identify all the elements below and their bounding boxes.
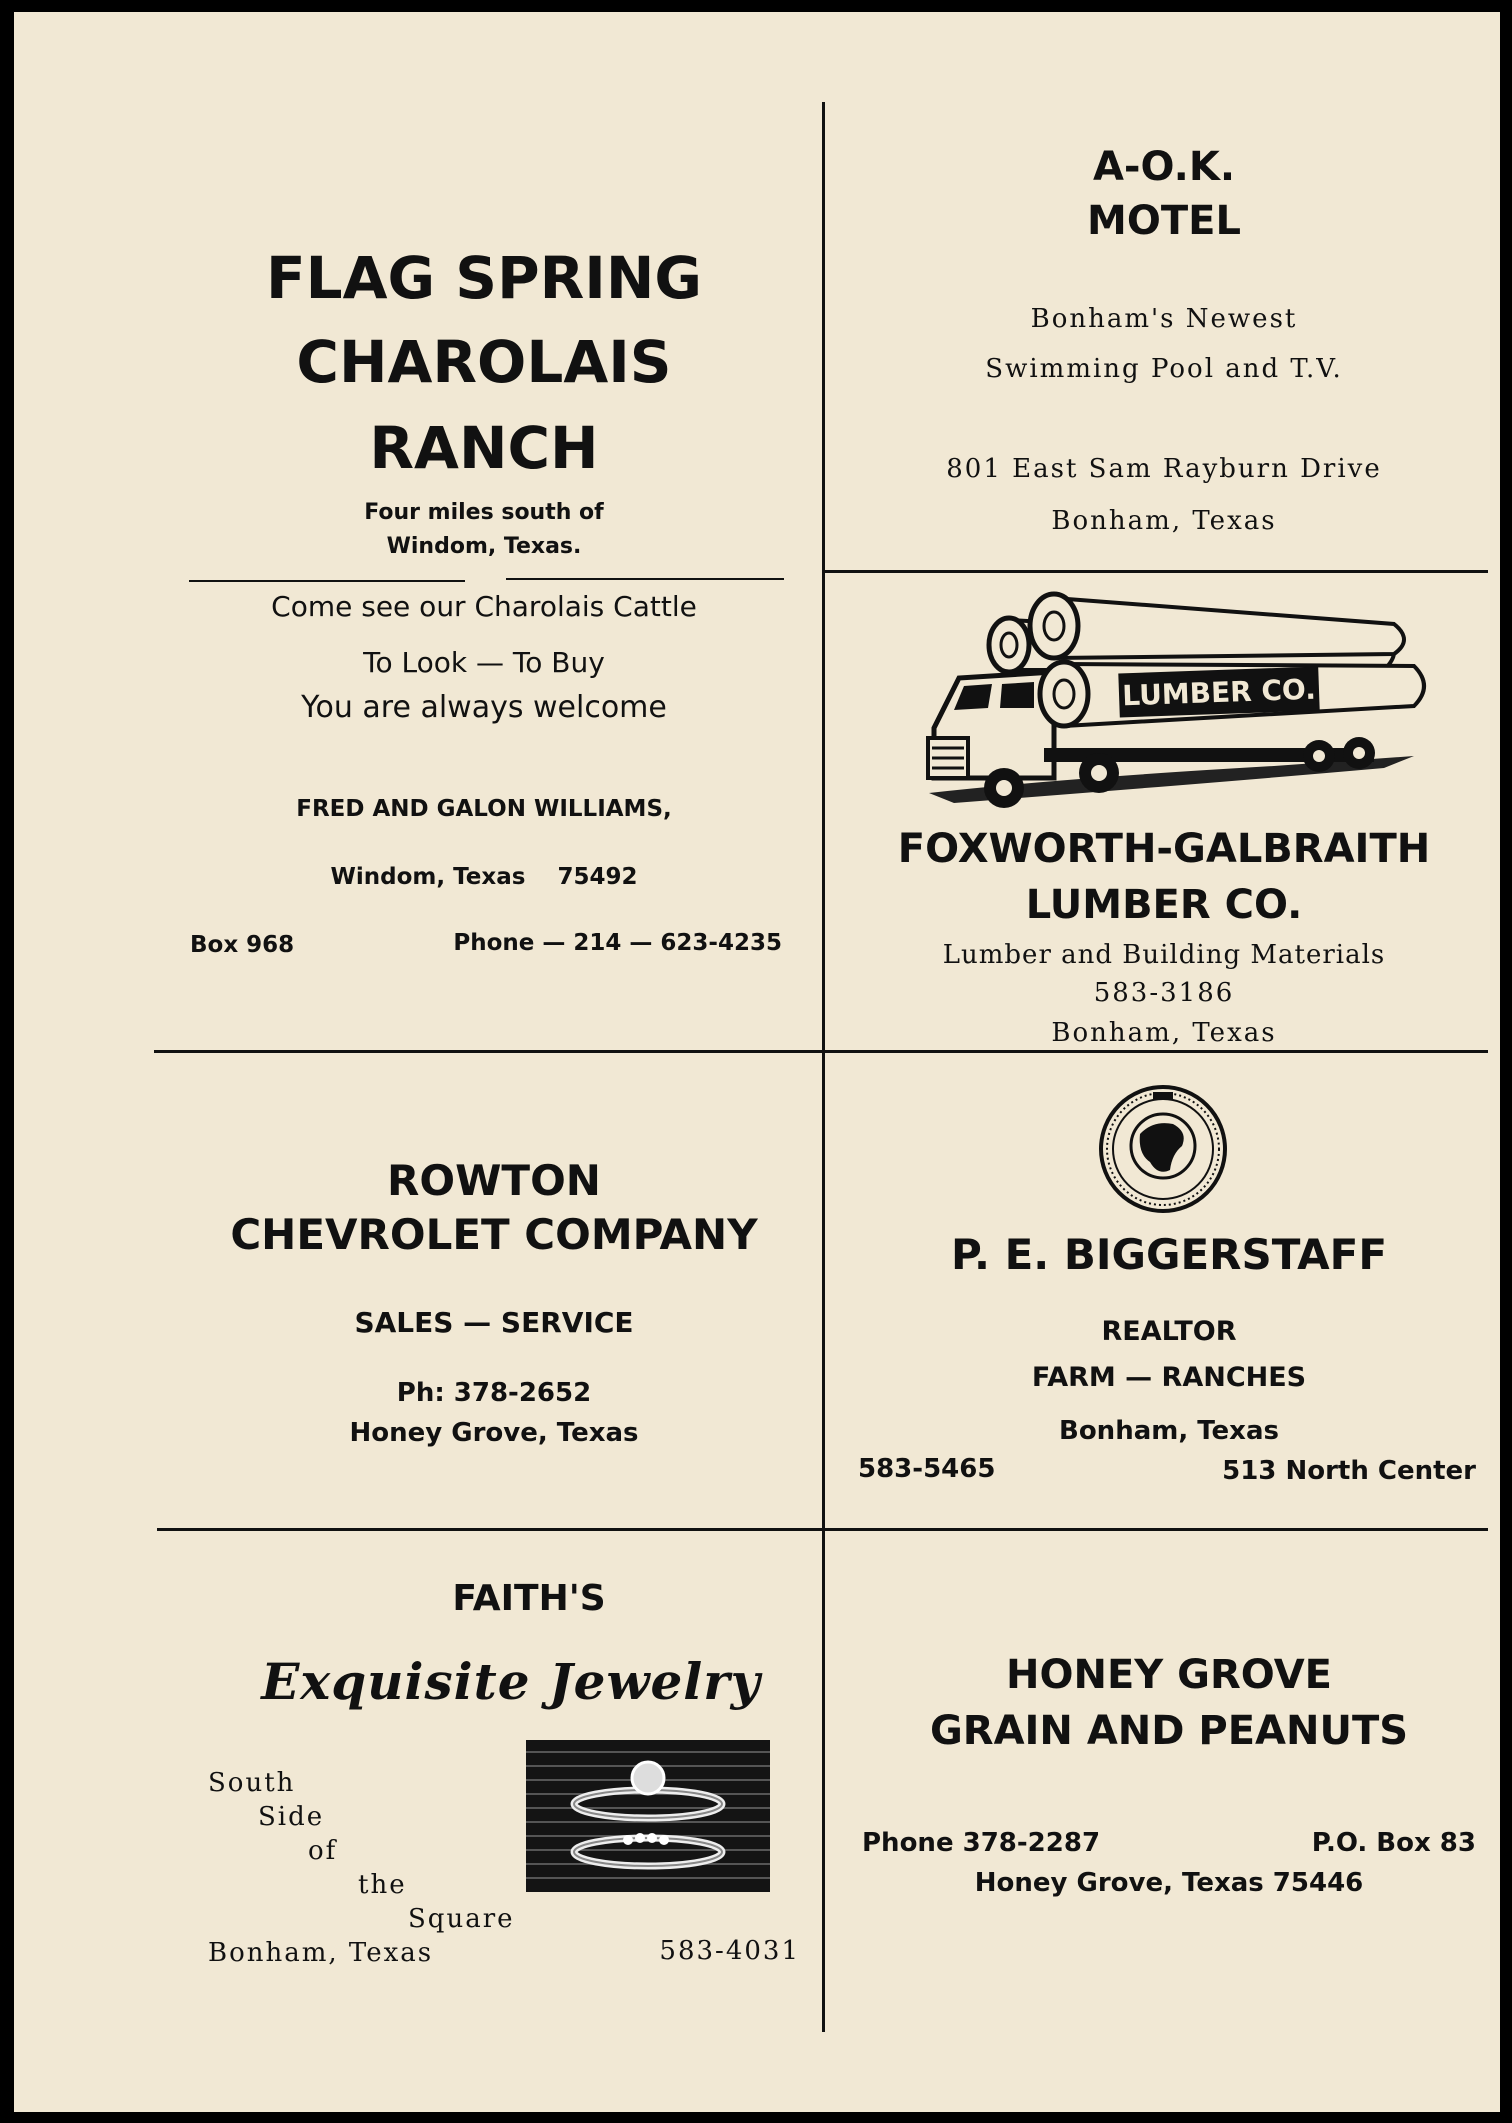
faiths-phone: 583-4031 <box>659 1936 800 1966</box>
aok-name-2: MOTEL <box>1087 198 1241 244</box>
foxworth-desc: Lumber and Building Materials <box>942 940 1386 970</box>
biggerstaff-name: P. E. BIGGERSTAFF <box>950 1230 1388 1279</box>
aok-desc-2: Swimming Pool and T.V. <box>985 354 1343 384</box>
faiths-location-3: of <box>308 1836 338 1866</box>
aok-desc-1: Bonham's Newest <box>1030 304 1298 334</box>
foxworth-city: Bonham, Texas <box>1051 1018 1277 1048</box>
honey-grove-ad <box>854 1642 1484 1942</box>
aok-motel-ad <box>844 132 1484 562</box>
truck-sign-text: LUMBER CO. <box>1121 672 1317 713</box>
flag-spring-rule-left <box>189 580 465 582</box>
faiths-ad <box>194 1572 814 1992</box>
directory-page <box>14 12 1500 2112</box>
ring-photo <box>526 1740 770 1892</box>
faiths-city: Bonham, Texas <box>208 1938 434 1968</box>
flag-spring-invite: Come see our Charolais Cattle <box>271 590 697 623</box>
flag-spring-ad <box>184 232 784 1032</box>
rowton-phone: Ph: 378-2652 <box>396 1378 592 1408</box>
foxworth-name-2: LUMBER CO. <box>1025 882 1303 928</box>
flag-spring-phone: Phone — 214 — 623-4235 <box>453 930 782 956</box>
aok-address: 801 East Sam Rayburn Drive <box>946 454 1382 484</box>
aok-name-1: A-O.K. <box>1092 144 1236 190</box>
biggerstaff-address: 513 North Center <box>1222 1456 1476 1486</box>
biggerstaff-city: Bonham, Texas <box>1059 1416 1279 1446</box>
honey-grove-phone: Phone 378-2287 <box>862 1828 1101 1858</box>
honey-grove-name-1: HONEY GROVE <box>1005 1652 1332 1698</box>
biggerstaff-ad <box>854 1072 1484 1512</box>
flag-spring-name-1: FLAG SPRING <box>266 244 702 312</box>
flag-spring-tagline-1: To Look — To Buy <box>363 646 605 679</box>
lumber-truck-illustration <box>914 588 1434 818</box>
foxworth-phone: 583-3186 <box>1093 978 1235 1008</box>
faiths-location-2: Side <box>258 1802 325 1832</box>
rowton-name-1: ROWTON <box>387 1156 601 1205</box>
faiths-tagline: Exquisite Jewelry <box>261 1652 761 1711</box>
biggerstaff-title: REALTOR <box>1101 1316 1237 1347</box>
vertical-divider <box>822 102 825 2032</box>
honey-grove-city: Honey Grove, Texas 75446 <box>974 1868 1364 1898</box>
flag-spring-box: Box 968 <box>190 932 295 958</box>
rowton-name-2: CHEVROLET COMPANY <box>230 1210 758 1259</box>
faiths-name: FAITH'S <box>452 1578 606 1619</box>
faiths-location-4: the <box>358 1870 407 1900</box>
flag-spring-rule-right <box>506 578 784 580</box>
flag-spring-name-3: RANCH <box>369 414 599 482</box>
flag-spring-city: Windom, Texas 75492 <box>330 864 638 890</box>
foxworth-ad <box>844 578 1484 1048</box>
ring-icon <box>526 1740 770 1892</box>
biggerstaff-phone: 583-5465 <box>858 1454 996 1484</box>
flag-spring-tagline-2: You are always welcome <box>301 690 667 725</box>
divider-row-2 <box>154 1050 1488 1053</box>
honey-grove-box: P.O. Box 83 <box>1311 1828 1476 1858</box>
foxworth-name-1: FOXWORTH-GALBRAITH <box>897 826 1431 872</box>
flag-spring-name-2: CHAROLAIS <box>296 328 672 396</box>
divider-row-3 <box>157 1528 1488 1531</box>
faiths-location-1: South <box>208 1768 296 1798</box>
flag-spring-location-2: Windom, Texas. <box>386 534 582 559</box>
realtor-seal-emblem <box>1098 1084 1228 1214</box>
aok-city: Bonham, Texas <box>1051 506 1277 536</box>
faiths-location-5: Square <box>408 1904 515 1934</box>
rowton-services: SALES — SERVICE <box>354 1306 634 1339</box>
rowton-ad <box>184 1142 804 1462</box>
divider-right-top <box>824 570 1488 573</box>
biggerstaff-specialty: FARM — RANCHES <box>1031 1362 1307 1393</box>
flag-spring-owners: FRED AND GALON WILLIAMS, <box>296 796 672 822</box>
honey-grove-name-2: GRAIN AND PEANUTS <box>929 1708 1409 1754</box>
flag-spring-location-1: Four miles south of <box>364 500 604 525</box>
rowton-city: Honey Grove, Texas <box>349 1418 639 1448</box>
